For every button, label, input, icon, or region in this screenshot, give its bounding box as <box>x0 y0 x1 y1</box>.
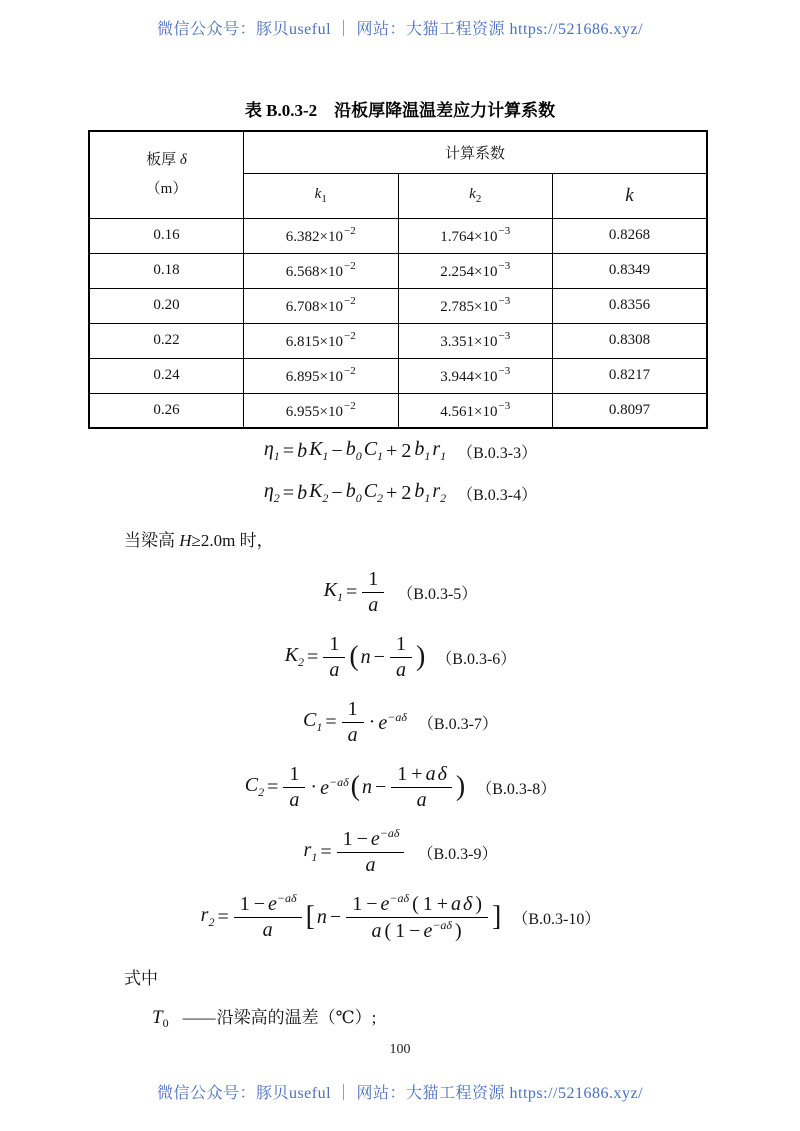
equation-label-b035: （B.0.3-5） <box>397 585 478 603</box>
col-header-k2: $k_2$ <box>398 173 553 218</box>
cell-thickness: 0.20 <box>89 288 244 323</box>
formula-r1 <box>0 821 800 883</box>
table-row <box>89 323 707 358</box>
formula-eta2 <box>0 474 800 512</box>
formula-C2 <box>0 756 800 818</box>
col-header-k1: $k_1$ <box>244 173 399 218</box>
var-T0: T <box>152 1007 163 1028</box>
symbol-definition-T0: $T_0$ —— 沿梁高的温差（℃）; <box>152 1007 377 1030</box>
header-watermark: 微信公众号：豚贝useful ｜ 网站：大猫工程资源 https://521686.xyz/ <box>156 21 644 38</box>
formula-section <box>0 428 800 1031</box>
cell-k1: $6.895\times 10^{-2}$ <box>244 358 399 393</box>
cell-k1: $6.568\times 10^{-2}$ <box>244 253 399 288</box>
cell-k: 0.8268 <box>553 218 708 253</box>
table-title: 表 B.0.3-2 沿板厚降温温差应力计算系数 <box>244 101 556 120</box>
cell-k2: $4.561\times 10^{-3}$ <box>398 393 553 428</box>
cell-k: 0.8097 <box>553 393 708 428</box>
formula-r2 <box>0 886 800 948</box>
cell-k1: $6.708\times 10^{-2}$ <box>244 288 399 323</box>
var-H: H <box>179 531 192 550</box>
coefficients-table <box>88 130 708 429</box>
table-row <box>89 358 707 393</box>
equation-label-b034: （B.0.3-4） <box>457 486 538 504</box>
cell-thickness: 0.26 <box>89 393 244 428</box>
cell-k2: $3.944\times 10^{-3}$ <box>398 358 553 393</box>
cell-k: 0.8349 <box>553 253 708 288</box>
equation-label-b033: （B.0.3-3） <box>457 444 538 462</box>
cell-k1: $6.382\times 10^{-2}$ <box>244 218 399 253</box>
formula-K1 <box>0 561 800 623</box>
formula-C1-math: $C_1$ = $\frac{1}{a}$ · $e^{-a\delta}$ <box>303 697 407 746</box>
col-header-k: k <box>553 173 708 218</box>
cell-k2: $2.254\times 10^{-3}$ <box>398 253 553 288</box>
cell-k: 0.8356 <box>553 288 708 323</box>
equation-label-b039: （B.0.3-9） <box>417 845 498 863</box>
table-body <box>89 218 707 428</box>
cell-thickness: 0.24 <box>89 358 244 393</box>
formula-C1 <box>0 691 800 753</box>
formula-eta1-math: $\eta_1$ = b $K_1$ − $b_0$ $C_1$ + 2 $b_1$ $r_1$ <box>263 438 447 463</box>
formula-K2-math: $K_2$ = $\frac{1}{a}$ ( n − $\frac{1}{a}$ ) <box>284 632 426 681</box>
cell-k2: $2.785\times 10^{-3}$ <box>398 288 553 323</box>
formula-r1-math: $r_1$ = $\frac{1 - e^{-a\delta}}{a}$ <box>303 827 408 877</box>
equation-label-b0310: （B.0.3-10） <box>512 910 601 928</box>
definition-dash: —— <box>182 1008 215 1027</box>
footer-watermark: 微信公众号：豚贝useful ｜ 网站：大猫工程资源 https://521686.xyz/ <box>156 1085 644 1102</box>
formula-C2-math: $C_2$ = $\frac{1}{a}$ · $e^{-a\delta}$ ( n − $\frac{\text{1 + a δ}}{a}$ ) <box>244 762 466 811</box>
formula-eta1 <box>0 432 800 470</box>
formula-K2 <box>0 626 800 688</box>
cell-k: 0.8217 <box>553 358 708 393</box>
beam-height-condition: 当梁高 H≥2.0m 时， <box>124 531 274 550</box>
formula-K1-math: $K_1$ = $\frac{1}{a}$ <box>323 568 388 617</box>
table-section <box>88 130 708 429</box>
equation-label-b037: （B.0.3-7） <box>417 715 498 733</box>
page-number: 100 <box>389 1042 411 1057</box>
col-header-group: 计算系数 <box>244 131 708 173</box>
thickness-label: 板厚 <box>146 152 180 169</box>
equation-label-b036: （B.0.3-6） <box>436 650 517 668</box>
thickness-unit: （m） <box>145 180 188 197</box>
formula-eta2-math: $\eta_2$ = b $K_2$ − $b_0$ $C_2$ + 2 $b_1$ $r_2$ <box>263 480 447 505</box>
definition-text: 沿梁高的温差（℃）; <box>216 1008 377 1027</box>
table-row <box>89 288 707 323</box>
table-row <box>89 253 707 288</box>
cell-thickness: 0.16 <box>89 218 244 253</box>
cell-k: 0.8308 <box>553 323 708 358</box>
cell-thickness: 0.18 <box>89 253 244 288</box>
table-row <box>89 393 707 428</box>
cell-thickness: 0.22 <box>89 323 244 358</box>
cell-k2: $1.764\times 10^{-3}$ <box>398 218 553 253</box>
equation-label-b038: （B.0.3-8） <box>476 780 557 798</box>
delta-symbol: δ <box>179 152 187 169</box>
col-header-thickness <box>89 131 244 218</box>
cell-k1: $6.815\times 10^{-2}$ <box>244 323 399 358</box>
cell-k1: $6.955\times 10^{-2}$ <box>244 393 399 428</box>
table-row <box>89 218 707 253</box>
formula-r2-math: $r_2$ = $\frac{1 - e^{-a\delta}}{a}$ [ n − $\frac{1 - e^{-a\delta} ( 1 + a \delta )}{a ( 1 - e^{-a\delta} )}$ ] <box>200 890 502 942</box>
cell-k2: $3.351\times 10^{-3}$ <box>398 323 553 358</box>
where-label: 式中 <box>124 969 158 988</box>
